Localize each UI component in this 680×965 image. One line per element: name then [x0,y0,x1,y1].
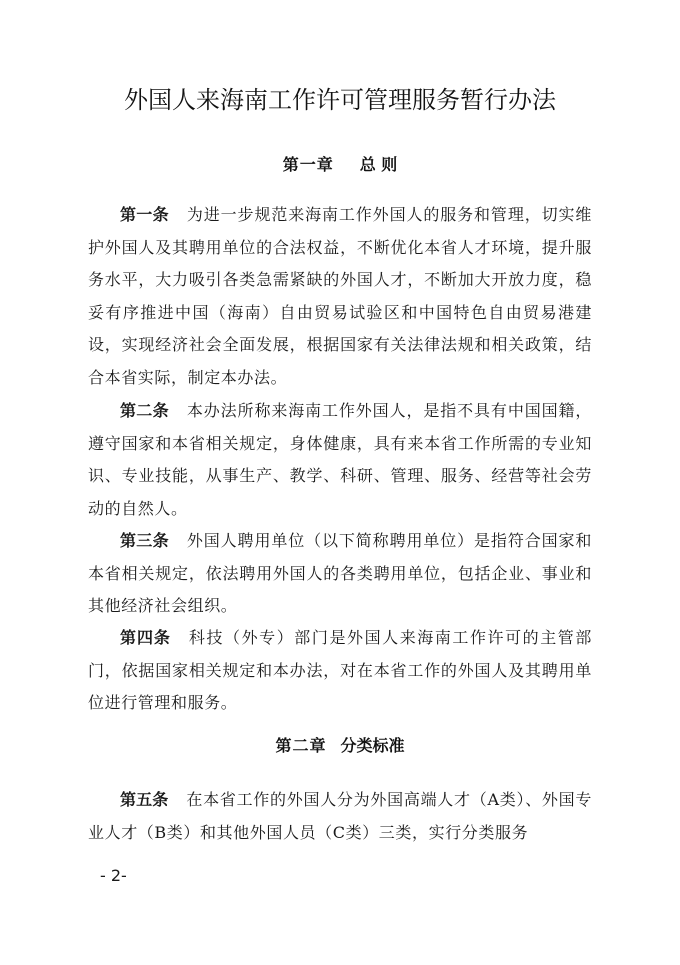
article-text: 为进一步规范来海南工作外国人的服务和管理，切实维护外国人及其聘用单位的合法权益，不断优化本省人才环境，提升服务水平，大力吸引各类急需紧缺的外国人才，不断加大开放力度，稳妥有序推进中国（海南）自由贸易试验区和中国特色自由贸易港建设，实现经济社会全面发展，根据国家有关法律法规和相关政策，结合本省实际，制定本办法。 [88,205,592,387]
article-text: 科技（外专）部门是外国人来海南工作许可的主管部门，依据国家相关规定和本办法，对在本省工作的外国人及其聘用单位进行管理和服务。 [88,628,592,713]
article-label: 第五条 [120,790,169,809]
article-text: 外国人聘用单位（以下简称聘用单位）是指符合国家和本省相关规定，依法聘用外国人的各类聘用单位，包括企业、事业和其他经济社会组织。 [88,531,592,616]
article-2 [88,395,592,525]
chapter-heading-2 [0,735,680,757]
article-5 [88,784,592,849]
article-label: 第一条 [120,205,169,224]
article-4 [88,622,592,720]
chapter-name: 总 则 [359,155,398,174]
article-1 [88,199,592,395]
page-number: - 2- [100,866,127,885]
chapter-number: 第二章 [275,736,327,755]
article-label: 第四条 [120,628,171,647]
article-label: 第二条 [120,401,169,420]
chapter-heading-1 [0,154,680,176]
article-label: 第三条 [120,531,169,550]
chapter-name: 分类标准 [340,736,405,755]
article-text: 在本省工作的外国人分为外国高端人才（A类）、外国专业人才（B类）和其他外国人员（C类）三类，实行分类服务 [88,790,592,842]
article-3 [88,525,592,623]
article-text: 本办法所称来海南工作外国人，是指不具有中国国籍，遵守国家和本省相关规定，身体健康，具有来本省工作所需的专业知识、专业技能，从事生产、教学、科研、管理、服务、经营等社会劳动的自然人。 [88,401,592,518]
chapter-number: 第一章 [282,155,334,174]
document-title: 外国人来海南工作许可管理服务暂行办法 [124,86,556,114]
